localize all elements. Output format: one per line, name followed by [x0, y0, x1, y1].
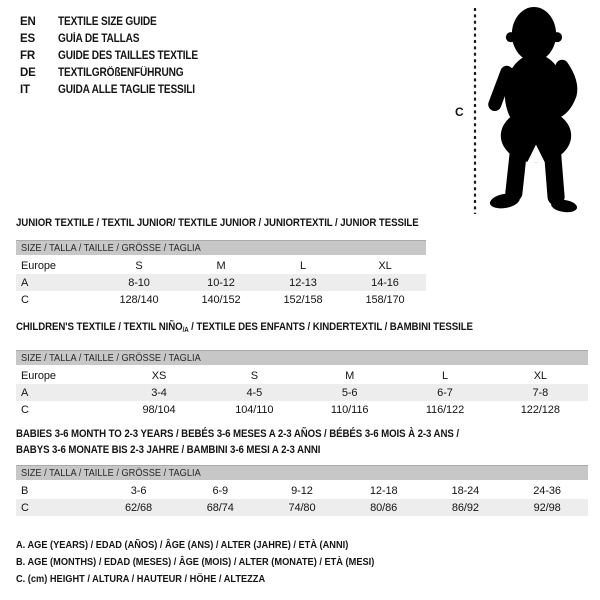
language-row-es	[20, 31, 217, 48]
row-label: C	[21, 403, 29, 416]
children-size-table	[16, 350, 588, 418]
table-cell: 6-9	[212, 484, 229, 497]
size-header	[16, 241, 426, 257]
table-cell: S	[135, 259, 143, 272]
row-label: Europe	[21, 369, 56, 382]
children-title-subscript: /A	[182, 327, 189, 334]
language-code: DE	[20, 67, 36, 79]
babies-table-section	[16, 426, 588, 516]
language-row-de	[20, 65, 217, 82]
language-code: EN	[20, 16, 36, 28]
table-row	[16, 366, 588, 384]
junior-size-table	[16, 240, 426, 308]
table-cell: 122/128	[520, 403, 560, 416]
language-label: GUÍA DE TALLAS	[58, 33, 140, 45]
children-table-title	[16, 321, 588, 337]
size-header-row	[16, 466, 588, 482]
table-row	[16, 384, 588, 401]
table-cell: 140/152	[201, 293, 241, 306]
junior-table-title	[16, 217, 426, 229]
table-cell: 152/158	[283, 293, 323, 306]
height-measure-line-icon	[473, 8, 477, 214]
table-cell: 158/170	[365, 293, 405, 306]
size-header-text: SIZE / TALLA / TAILLE / GRÖSSE / TAGLIA	[21, 242, 201, 254]
table-cell: 86/92	[451, 501, 479, 514]
language-label: TEXTILGRÖßENFÜHRUNG	[58, 67, 184, 79]
size-header-row	[16, 351, 588, 367]
babies-table-title	[16, 426, 588, 458]
children-title-rest: / TEXTILE DES ENFANTS / KINDERTEXTIL / BAMBINI TESSILE	[188, 321, 473, 333]
language-code: ES	[20, 33, 35, 45]
baby-figure	[450, 0, 600, 222]
note-age-years-text: A. AGE (YEARS) / EDAD (AÑOS) / ÂGE (ANS) / ALTER (JAHRE) / ETÀ (ANNI)	[16, 539, 349, 551]
table-cell: 12-13	[289, 276, 317, 289]
table-cell: 4-5	[246, 386, 263, 399]
table-cell: 14-16	[371, 276, 399, 289]
babies-size-table	[16, 465, 588, 516]
children-table-title-text	[16, 321, 473, 337]
table-cell: L	[441, 369, 448, 382]
babies-title-line2	[16, 442, 588, 458]
language-row-fr	[20, 48, 217, 65]
table-cell: 92/98	[533, 501, 561, 514]
table-cell: 74/80	[288, 501, 316, 514]
table-cell: 62/68	[125, 501, 153, 514]
table-row	[16, 274, 426, 291]
language-row-en	[20, 14, 217, 31]
row-label: C	[21, 501, 29, 514]
language-label: GUIDA ALLE TAGLIE TESSILI	[58, 84, 195, 96]
table-row	[16, 499, 588, 516]
baby-silhouette-icon	[484, 4, 596, 215]
table-cell: 7-8	[532, 386, 549, 399]
table-cell: 10-12	[207, 276, 235, 289]
legend-notes	[16, 537, 423, 588]
table-cell: XL	[378, 259, 392, 272]
language-row-it	[20, 82, 217, 99]
table-cell: 18-24	[451, 484, 480, 497]
table-cell: 9-12	[291, 484, 313, 497]
table-cell: 3-6	[130, 484, 147, 497]
language-code: IT	[20, 84, 30, 96]
row-label: A	[21, 276, 29, 289]
row-label: A	[21, 386, 29, 399]
size-header-row	[16, 241, 426, 257]
row-label: B	[21, 484, 29, 497]
language-list	[20, 14, 217, 99]
table-cell: 104/110	[235, 403, 274, 416]
height-measure-label: C	[455, 105, 464, 119]
size-header	[16, 466, 588, 482]
language-code: FR	[20, 50, 35, 62]
note-age-years	[16, 537, 423, 554]
note-height-cm-text: C. (cm) HEIGHT / ALTURA / HAUTEUR / HÖHE / ALTEZZA	[16, 573, 266, 585]
table-cell: 8-10	[128, 276, 150, 289]
junior-table-section	[16, 217, 426, 308]
table-cell: 128/140	[119, 293, 159, 306]
children-table-section	[16, 321, 588, 418]
language-label: TEXTILE SIZE GUIDE	[58, 16, 157, 28]
table-cell: S	[250, 369, 258, 382]
table-cell: XS	[151, 369, 167, 382]
table-cell: 80/86	[370, 501, 398, 514]
table-cell: XL	[533, 369, 547, 382]
size-header-text: SIZE / TALLA / TAILLE / GRÖSSE / TAGLIA	[21, 467, 201, 479]
note-height-cm	[16, 571, 423, 588]
table-cell: 3-4	[151, 386, 167, 399]
table-row	[16, 481, 588, 499]
table-cell: 6-7	[437, 386, 453, 399]
table-row	[16, 401, 588, 418]
row-label: C	[21, 293, 29, 306]
table-cell: 110/116	[330, 403, 369, 416]
table-cell: M	[216, 259, 226, 272]
table-cell: 5-6	[341, 386, 358, 399]
table-cell: 116/122	[425, 403, 465, 416]
size-header	[16, 351, 588, 367]
table-cell: 24-36	[533, 484, 561, 497]
babies-title-line1-text: BABIES 3-6 MONTH TO 2-3 YEARS / BEBÉS 3-6 MESES A 2-3 AÑOS / BÉBÉS 3-6 MOIS À 2-3 ANS /	[16, 428, 459, 440]
language-label: GUIDE DES TAILLES TEXTILE	[58, 50, 198, 62]
table-row	[16, 256, 426, 274]
table-cell: L	[299, 259, 307, 272]
children-title-main: CHILDREN'S TEXTILE / TEXTIL NIÑO	[16, 321, 183, 333]
junior-table-title-text: JUNIOR TEXTILE / TEXTIL JUNIOR/ TEXTILE JUNIOR / JUNIORTEXTIL / JUNIOR TESSILE	[16, 217, 419, 229]
size-header-text: SIZE / TALLA / TAILLE / GRÖSSE / TAGLIA	[21, 352, 201, 364]
table-cell: 68/74	[206, 501, 234, 514]
table-cell: M	[345, 369, 355, 382]
babies-title-line2-text: BABYS 3-6 MONATE BIS 2-3 JAHRE / BAMBINI 3-6 MESI A 2-3 ANNI	[16, 444, 321, 456]
note-age-months-text: B. AGE (MONTHS) / EDAD (MESES) / ÂGE (MOIS) / ALTER (MONATE) / ETÀ (MESI)	[16, 556, 375, 568]
note-age-months	[16, 554, 423, 571]
row-label: Europe	[21, 259, 56, 272]
table-cell: 98/104	[142, 403, 176, 416]
table-cell: 12-18	[369, 484, 398, 497]
babies-title-line1	[16, 426, 588, 442]
table-row	[16, 291, 426, 308]
